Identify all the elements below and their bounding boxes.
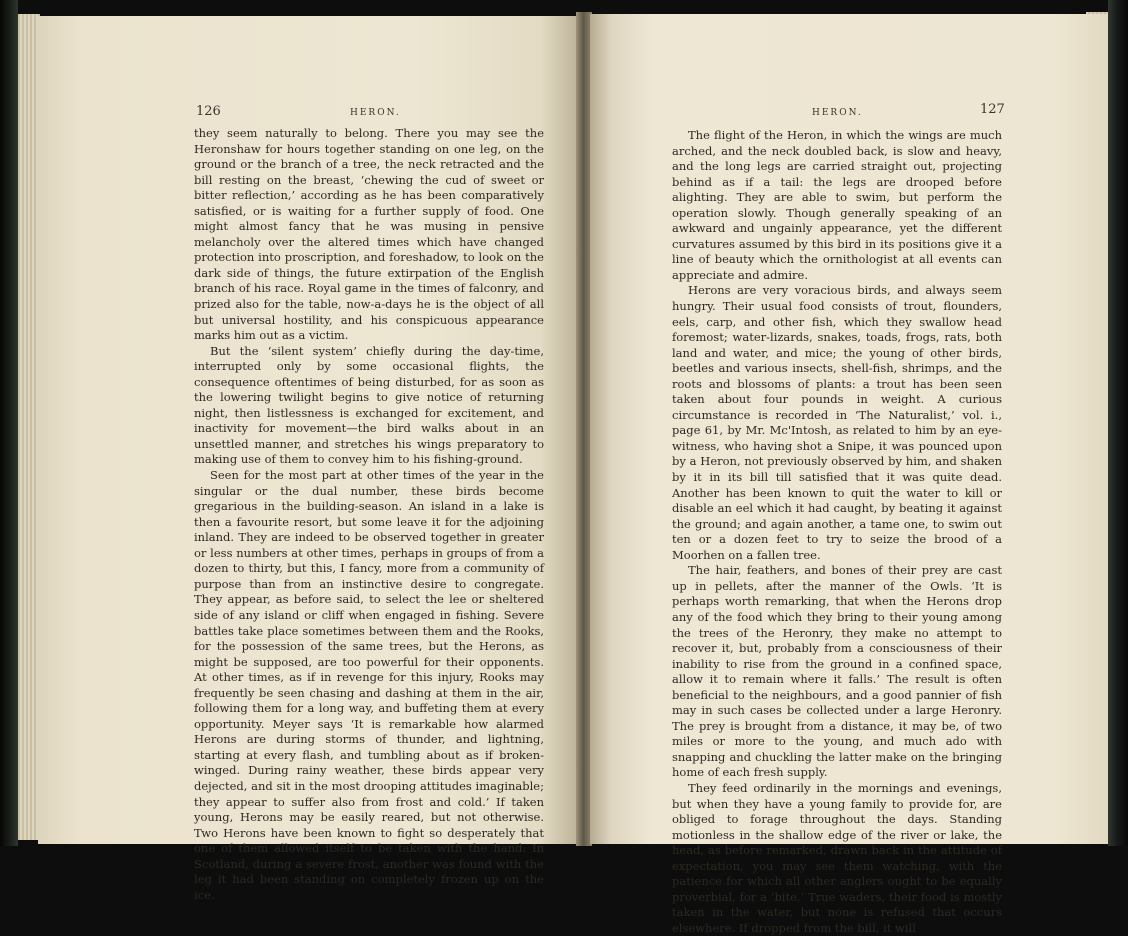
right-page — [590, 14, 1108, 935]
left-paragraph-3: Seen for the most part at other times of the year in the singular or the dual number, these birds become gregarious in the building-season. An island in a lake is then a favourite resort, but some leave it for the adjoining inland. They are indeed to be observed together in greater or less numbers at other times, perhaps in groups of from a dozen to thirty, but this, I fancy, more from a community of purpose than from an instinctive desire to congregate. They appear, as before said, to select the lee or sheltered side of any island or cliff when engaged in fishing. Severe battles take place sometimes between them and the Rooks, for the possession of the same trees, but the Herons, as might be supposed, are too powerful for their opponents. At other times, as if in revenge for this injury, Rooks may frequently be seen chasing and dashing at them in the air, following them for a long way, and buffeting them at every opportunity. Meyer says ‘It is remarkable how alarmed Herons are during storms of thunder, and lightning, starting at every flash, and tumbling about as if broken-winged. During rainy weather, these birds appear very dejected, and sit in the most drooping attitudes imaginable; they appear to suffer also from frost and cold.’ If taken young, Herons may be easily reared, but not otherwise. Two Herons have been known to fight so desperately that one of them allowed itself to be taken with the hand. In Scotland, during a severe frost, another was found with the leg it had been standing on completely frozen up on the ice. — [194, 468, 544, 902]
left-page-text — [194, 126, 544, 903]
right-page-number: 127 — [980, 102, 1005, 117]
left-paragraph-2: But the ‘silent system’ chiefly during the day-time, interrupted only by some occasional flights, the consequence oftentimes of being disturbed, for as soon as the lowering twilight begins to give notice of returning night, then listlessness is exchanged for excitement, and inactivity for movement—the bird walks about in an unsettled manner, and stretches his wings preparatory to making use of them to convey him to his fishing-ground. — [194, 343, 544, 467]
book-cover-right — [1108, 0, 1128, 846]
right-paragraph-1: The flight of the Heron, in which the wings are much arched, and the neck doubled back, is slow and heavy, and the long legs are carried straight out, projecting behind as if a tail: the legs are drooped before alighting. They are able to swim, but perform the operation slowly. Though generally speaking of an awkward and ungainly appearance, yet the different curvatures assumed by this bird in its positions give it a line of beauty which the ornithologist at all events can appreciate and admire. — [672, 128, 1002, 282]
left-page-number: 126 — [196, 104, 221, 119]
right-paragraph-2: Herons are very voracious birds, and always seem hungry. Their usual food consists of trout, flounders, eels, carp, and other fish, which they swallow head foremost; water-lizards, snakes, toads, frogs, rats, both land and water, and mice; the young of other birds, beetles and various insects, shell-fish, shrimps, and the roots and blossoms of plants: a trout has been seen taken about four pounds in weight. A curious circumstance is recorded in ‘The Naturalist,’ vol. i., page 61, by Mr. Mc'Intosh, as related to him by an eye-witness, who having shot a Snipe, it was pounced upon by a Heron, not previously observed by him, and shaken by it in its bill till satisfied that it was quite dead. Another has been known to quit the water to kill or disable an eel which it had caught, by beating it against the ground; and again another, a tame one, to swim out ten or a dozen feet to try to seize the brood of a Moorhen on a fallen tree. — [672, 283, 1002, 562]
left-paragraph-1: they seem naturally to belong. There you may see the Heronshaw for hours together standing on one leg, on the ground or the branch of a tree, the neck retracted and the bill resting on the breast, ‘chewing the cud of sweet or bitter reflection,’ according as he has been comparatively satisfied, or is waiting for a further supply of food. One might almost fancy that he was musing in pensive melancholy over the altered times which have changed protection into proscription, and foreshadow, to look on the dark side of things, the future extirpation of the English branch of his race. Royal game in the times of falconry, and prized also for the table, now-a-days he is the object of all but universal hostility, and his conspicuous appearance marks him out as a victim. — [194, 126, 544, 343]
right-paragraph-3: The hair, feathers, and bones of their prey are cast up in pellets, after the manner of the Owls. ‘It is perhaps worth remarking, that when the Herons drop any of the food which they bring to their young among the trees of the Heronry, they make no attempt to recover it, but, probably from a consciousness of their inability to rise from the ground in a confined space, allow it to remain where it falls.’ The result is often beneficial to the neighbours, and a good pannier of fish may in such cases be collected under a large Heronry. The prey is brought from a distance, it may be, of two miles or more to the young, and much ado with snapping and chuckling the latter make on the bringing home of each fresh supply. — [672, 563, 1002, 780]
right-page-text — [672, 128, 1002, 936]
page-stack-left — [18, 14, 40, 840]
left-page — [38, 16, 578, 902]
right-running-head: HERON. — [812, 108, 863, 118]
right-paragraph-4: They feed ordinarily in the mornings and evenings, but when they have a young family to provide for, are obliged to forage throughout the days. Standing motionless in the shallow edge of the river or lake, the head, as before remarked, drawn back in the attitude of expectation, you may see them watching, with the patience for which all other anglers ought to be equally proverbial, for a ‘bite.’ True waders, their food is mostly taken in the water, but none is refused that occurs elsewhere. If dropped from the bill, it will — [672, 780, 1002, 935]
left-running-head: HERON. — [350, 108, 401, 118]
book-cover-left — [0, 0, 18, 846]
